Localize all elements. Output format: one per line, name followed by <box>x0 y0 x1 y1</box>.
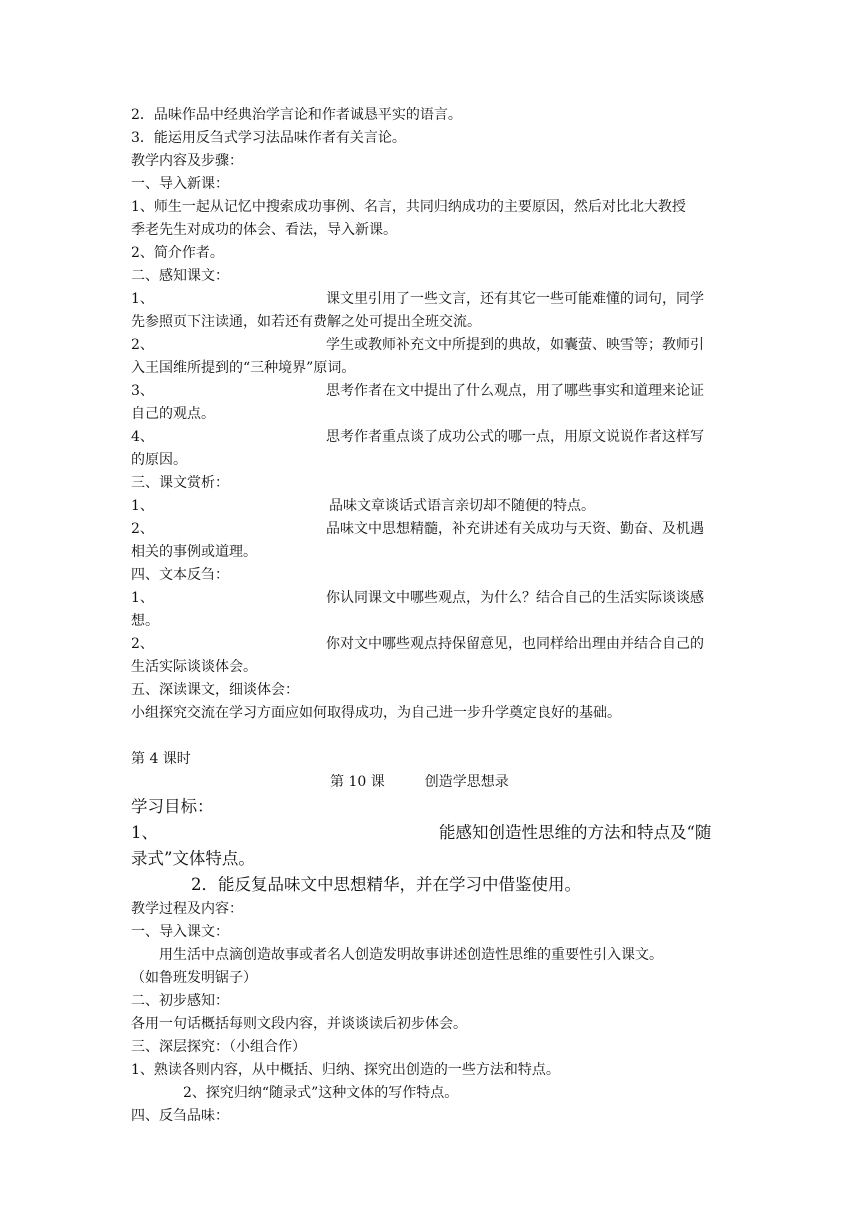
goal-1-line-1 <box>131 820 733 846</box>
section-4-item-2-line-1 <box>131 633 733 656</box>
section-4-title: 四、文本反刍： <box>131 567 229 583</box>
item-number: 2、 <box>131 337 154 353</box>
lesson-title <box>330 771 509 794</box>
item-text: 你对文中哪些观点持保留意见，也同样给出理由并结合自己的 <box>326 636 704 652</box>
section-3-item-2-line-1 <box>131 518 733 541</box>
item-number: 1、 <box>131 823 158 842</box>
goal-1-line-2: 录式”文体特点。 <box>131 849 255 868</box>
process-2-text: 各用一句话概括每则文段内容，并谈谈读后初步体会。 <box>131 1016 467 1032</box>
section-3-item-2-line-2: 相关的事例或道理。 <box>131 544 257 560</box>
section-5-text: 小组探究交流在学习方面应如何取得成功，为自己进一步升学奠定良好的基础。 <box>131 705 621 721</box>
item-text: 课文里引用了一些文言，还有其它一些可能难懂的词句，同学 <box>326 291 704 307</box>
section-4-item-1-line-1 <box>131 587 733 610</box>
section-3-title: 三、课文赏析： <box>131 475 229 491</box>
item-text: 思考作者重点谈了成功公式的哪一点，用原文说说作者这样写 <box>326 429 704 445</box>
section-5-title: 五、深读课文，细谈体会： <box>131 682 299 698</box>
process-1-title: 一、导入课文： <box>131 924 229 940</box>
process-4-title: 四、反刍品味： <box>131 1108 229 1124</box>
lesson-number: 第 10 课 <box>330 774 385 790</box>
section-1-item-1-line-1: 1、师生一起从记忆中搜索成功事例、名言，共同归纳成功的主要原因，然后对比北大教授 <box>131 199 686 215</box>
section-2-item-3-line-1 <box>131 380 733 403</box>
process-2-title: 二、初步感知： <box>131 993 229 1009</box>
item-number: 2、 <box>131 521 154 537</box>
objective-2: 2．品味作品中经典治学言论和作者诚恳平实的语言。 <box>131 107 462 123</box>
item-number: 2、 <box>131 636 154 652</box>
process-title: 教学过程及内容： <box>131 901 243 917</box>
section-2-item-2-line-1 <box>131 334 733 357</box>
period-label: 第 4 课时 <box>131 751 191 767</box>
section-4-item-2-line-2: 生活实际谈谈体会。 <box>131 659 257 675</box>
section-2-item-1-line-2: 先参照页下注读通，如若还有费解之处可提出全班交流。 <box>131 314 481 330</box>
item-text: 你认同课文中哪些观点，为什么？结合自己的生活实际谈谈感 <box>326 590 704 606</box>
section-1-item-1-line-2: 季老先生对成功的体会、看法，导入新课。 <box>131 222 397 238</box>
section-1-title: 一、导入新课： <box>131 176 229 192</box>
section-2-item-3-line-2: 自己的观点。 <box>131 406 215 422</box>
objective-3: 3．能运用反刍式学习法品味作者有关言论。 <box>131 130 406 146</box>
section-4-item-1-line-2: 想。 <box>131 613 159 629</box>
item-text: 品味文章谈话式语言亲切却不随便的特点。 <box>329 498 595 514</box>
section-2-item-4-line-2: 的原因。 <box>131 452 187 468</box>
heading-teaching-content: 教学内容及步骤： <box>131 153 243 169</box>
item-number: 3、 <box>131 383 154 399</box>
goals-title: 学习目标： <box>131 797 214 816</box>
item-number: 1、 <box>131 498 154 514</box>
item-text: 思考作者在文中提出了什么观点，用了哪些事实和道理来论证 <box>326 383 704 399</box>
section-2-item-1-line-1 <box>131 288 733 311</box>
section-2-title: 二、感知课文： <box>131 268 229 284</box>
item-number: 4、 <box>131 429 154 445</box>
process-3-item-2: 2、探究归纳“随录式”这种文体的写作特点。 <box>183 1085 459 1101</box>
section-3-item-1 <box>131 495 733 518</box>
item-text: 能感知创造性思维的方法和特点及“随 <box>439 823 712 842</box>
lesson-name: 创造学思想录 <box>424 774 509 790</box>
process-1-text-line-2: （如鲁班发明锯子） <box>131 970 257 986</box>
item-text: 学生或教师补充文中所提到的典故，如囊萤、映雪等；教师引 <box>326 337 704 353</box>
process-1-text-line-1: 用生活中点滴创造故事或者名人创造发明故事讲述创造性思维的重要性引入课文。 <box>159 947 663 963</box>
section-2-item-2-line-2: 入王国维所提到的“三种境界”原词。 <box>131 360 356 376</box>
section-2-item-4-line-1 <box>131 426 733 449</box>
item-number: 1、 <box>131 291 154 307</box>
item-text: 品味文中思想精髓，补充讲述有关成功与天资、勤奋、及机遇 <box>326 521 704 537</box>
item-number: 1、 <box>131 590 154 606</box>
section-1-item-2: 2、简介作者。 <box>131 245 224 261</box>
goal-2: 2．能反复品味文中思想精华，并在学习中借鉴使用。 <box>191 875 581 894</box>
process-3-item-1: 1、熟读各则内容，从中概括、归纳、探究出创造的一些方法和特点。 <box>131 1062 560 1078</box>
process-3-title: 三、深层探究：（小组合作） <box>131 1039 306 1055</box>
